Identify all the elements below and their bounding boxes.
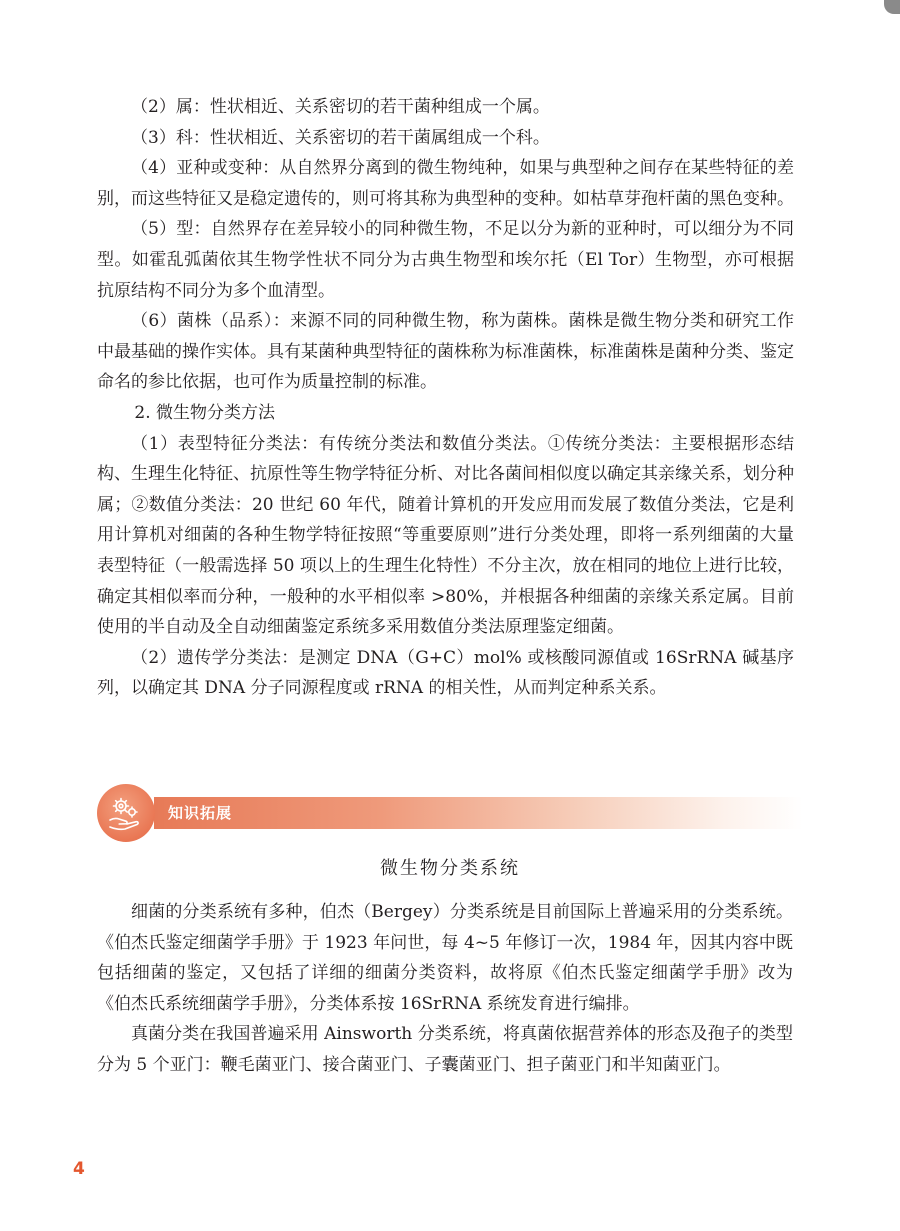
banner-bar <box>154 797 803 829</box>
paragraph-genus: （2）属：性状相近、关系密切的若干菌种组成一个属。 <box>131 97 550 117</box>
knowledge-extension-banner <box>97 784 803 842</box>
box-text <box>97 897 793 1081</box>
page-number: 4 <box>73 1159 85 1179</box>
banner-title: 知识拓展 <box>168 804 233 822</box>
paragraph-phenotypic-method: （1）表型特征分类法：有传统分类法和数值分类法。①传统分类法：主要根据形态结构、生理生化特征、抗原性等生物学特征分析、对比各菌间相似度以确定其亲缘关系，划分种属；②数值分类法：20 世纪 60 年代，随着计算机的开发应用而发展了数值分类法，它是利用计算机对细菌的各种生物学特征按照“等重要原则”进行分类处理，即将一系列细菌的大量表型特征（一般需选择 50 项以上的生理生化特性）不分主次，放在相同的地位上进行比较，确定其相似率而分种，一般种的水平相似率 >80%，并根据各种细菌的亲缘关系定属。目前使用的半自动及全自动细菌鉴定系统多采用数值分类法原理鉴定细菌。 <box>97 433 794 638</box>
paragraph-type: （5）型：自然界存在差异较小的同种微生物，不足以分为新的亚种时，可以细分为不同型。如霍乱弧菌依其生物学性状不同分为古典生物型和埃尔托（El Tor）生物型，亦可根据抗原结构不同分为多个血清型。 <box>97 219 794 301</box>
hand-with-gears-icon <box>97 784 155 842</box>
paragraph-subspecies: （4）亚种或变种：从自然界分离到的微生物纯种，如果与典型种之间存在某些特征的差别，而这些特征又是稳定遗传的，则可将其称为典型种的变种。如枯草芽孢杆菌的黑色变种。 <box>97 158 794 209</box>
box-title: 微生物分类系统 <box>380 858 520 879</box>
paragraph-family: （3）科：性状相近、关系密切的若干菌属组成一个科。 <box>131 127 550 148</box>
corner-tab-decoration <box>884 0 900 14</box>
box-paragraph-bacteria: 细菌的分类系统有多种，伯杰（Bergey）分类系统是目前国际上普遍采用的分类系统。《伯杰氏鉴定细菌学手册》于 1923 年问世，每 4~5 年修订一次，1984 年，因其内容中既包括细菌的鉴定，又包括了详细的细菌分类资料，故将原《伯杰氏鉴定细菌学手册》改为《伯杰氏系统细菌学手册》，分类体系按 16SrRNA 系统发育进行编排。 <box>97 902 793 1014</box>
section-heading: 2. 微生物分类方法 <box>134 402 276 423</box>
paragraph-strain: （6）菌株（品系）：来源不同的同种微生物，称为菌株。菌株是微生物分类和研究工作中最基础的操作实体。具有某菌种典型特征的菌株称为标准菌株，标准菌株是菌种分类、鉴定命名的参比依据，也可作为质量控制的标准。 <box>97 311 794 393</box>
paragraph-genetic-method: （2）遗传学分类法：是测定 DNA（G+C）mol% 或核酸同源值或 16SrRNA 碱基序列，以确定其 DNA 分子同源程度或 rRNA 的相关性，从而判定种系关系。 <box>97 647 794 699</box>
box-paragraph-fungi: 真菌分类在我国普遍采用 Ainsworth 分类系统，将真菌依据营养体的形态及孢子的类型分为 5 个亚门：鞭毛菌亚门、接合菌亚门、子囊菌亚门、担子菌亚门和半知菌亚门。 <box>97 1024 793 1075</box>
main-text <box>97 92 794 704</box>
